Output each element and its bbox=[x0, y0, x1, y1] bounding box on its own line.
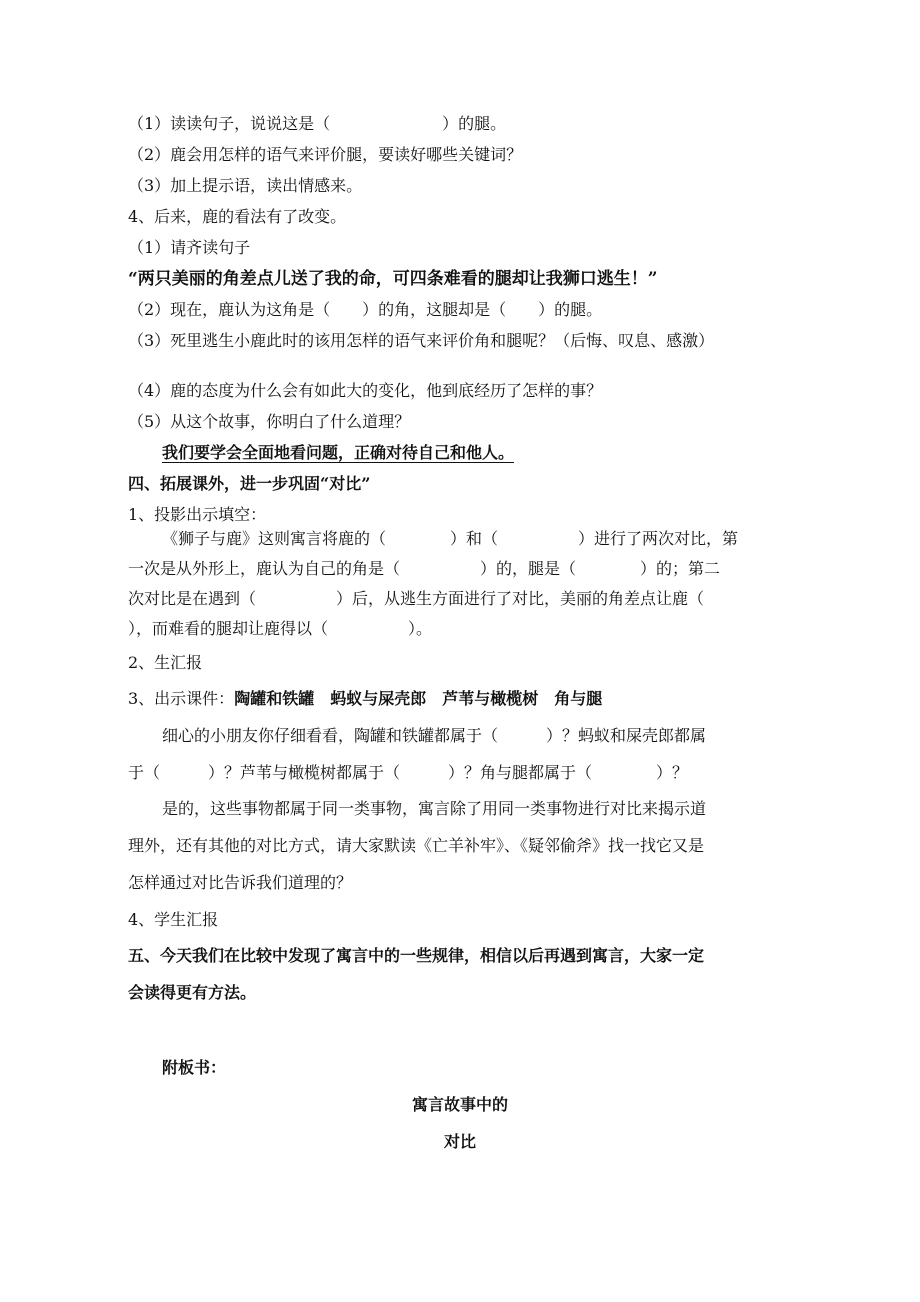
courseware-label: 3、出示课件： bbox=[128, 689, 235, 708]
section-4-heading: 4、后来，鹿的看法有了改变。 bbox=[128, 207, 347, 226]
fill-blank-intro: 1、投影出示填空： bbox=[128, 505, 267, 524]
step-2-tone-question: （2）鹿会用怎样的语气来评价腿，要读好哪些关键词？ bbox=[128, 145, 523, 164]
comparison-explain-2: 理外，还有其他的对比方式，请大家默读《亡羊补牢》、《疑邻偷斧》找一找它又是 bbox=[128, 836, 705, 855]
category-question-1: 细心的小朋友你仔细看看，陶罐和铁罐都属于（ ）？蚂蚁和屎壳郎都属 bbox=[162, 726, 707, 745]
fill-blank-line-3: 次对比是在遇到（ ）后，从逃生方面进行了对比，美丽的角差点让鹿（ bbox=[128, 589, 705, 608]
section-five-line-2: 会读得更有方法。 bbox=[128, 983, 257, 1002]
lesson-conclusion: 我们要学会全面地看问题，正确对待自己和他人。 bbox=[162, 443, 515, 462]
step-1-read-together: （1）请齐读句子 bbox=[128, 238, 251, 257]
fill-blank-line-2: 一次是从外形上，鹿认为自己的角是（ ）的，腿是（ ）的；第二 bbox=[128, 559, 721, 578]
step-1-read-sentence: （1）读读句子，说说这是（ ）的腿。 bbox=[128, 114, 507, 133]
step-2-now-deer-thinks: （2）现在，鹿认为这角是（ ）的角，这腿却是（ ）的腿。 bbox=[128, 300, 603, 319]
blackboard-label: 附板书： bbox=[162, 1058, 227, 1077]
student-report-1: 2、生汇报 bbox=[128, 653, 203, 672]
step-3-add-prompt: （3）加上提示语，读出情感来。 bbox=[128, 176, 363, 195]
comparison-explain-1: 是的，这些事物都属于同一类事物，寓言除了用同一类事物进行对比来揭示道 bbox=[162, 799, 707, 818]
category-question-2: 于（ ）？芦苇与橄榄树都属于（ ）？角与腿都属于（ ）？ bbox=[128, 763, 689, 782]
step-5-lesson-question: （5）从这个故事，你明白了什么道理？ bbox=[128, 412, 411, 431]
step-4-attitude-change: （4）鹿的态度为什么会有如此大的变化，他到底经历了怎样的事？ bbox=[128, 381, 603, 400]
section-five-line-1: 五、今天我们在比较中发现了寓言中的一些规律，相信以后再遇到寓言，大家一定 bbox=[128, 946, 705, 965]
student-report-2: 4、学生汇报 bbox=[128, 910, 219, 929]
section-four-heading: 四、拓展课外，进一步巩固“对比” bbox=[128, 474, 371, 493]
courseware-line bbox=[128, 689, 602, 709]
comparison-explain-3: 怎样通过对比告诉我们道理的？ bbox=[128, 873, 353, 892]
courseware-items: 陶罐和铁罐 蚂蚁与屎壳郎 芦苇与橄榄树 角与腿 bbox=[234, 689, 603, 708]
blackboard-title-line-2: 对比 bbox=[443, 1132, 476, 1151]
step-3-tone-evaluation: （3）死里逃生小鹿此时的该用怎样的语气来评价角和腿呢？（后悔、叹息、感激） bbox=[128, 331, 715, 350]
fill-blank-line-1: 《狮子与鹿》这则寓言将鹿的（ ）和（ ）进行了两次对比，第 bbox=[162, 529, 739, 548]
blackboard-title-line-1: 寓言故事中的 bbox=[411, 1095, 508, 1114]
deer-quote: “两只美丽的角差点儿送了我的命，可四条难看的腿却让我狮口逃生！” bbox=[128, 269, 658, 289]
fill-blank-line-4: ），而难看的腿却让鹿得以（ ）。 bbox=[128, 619, 433, 638]
